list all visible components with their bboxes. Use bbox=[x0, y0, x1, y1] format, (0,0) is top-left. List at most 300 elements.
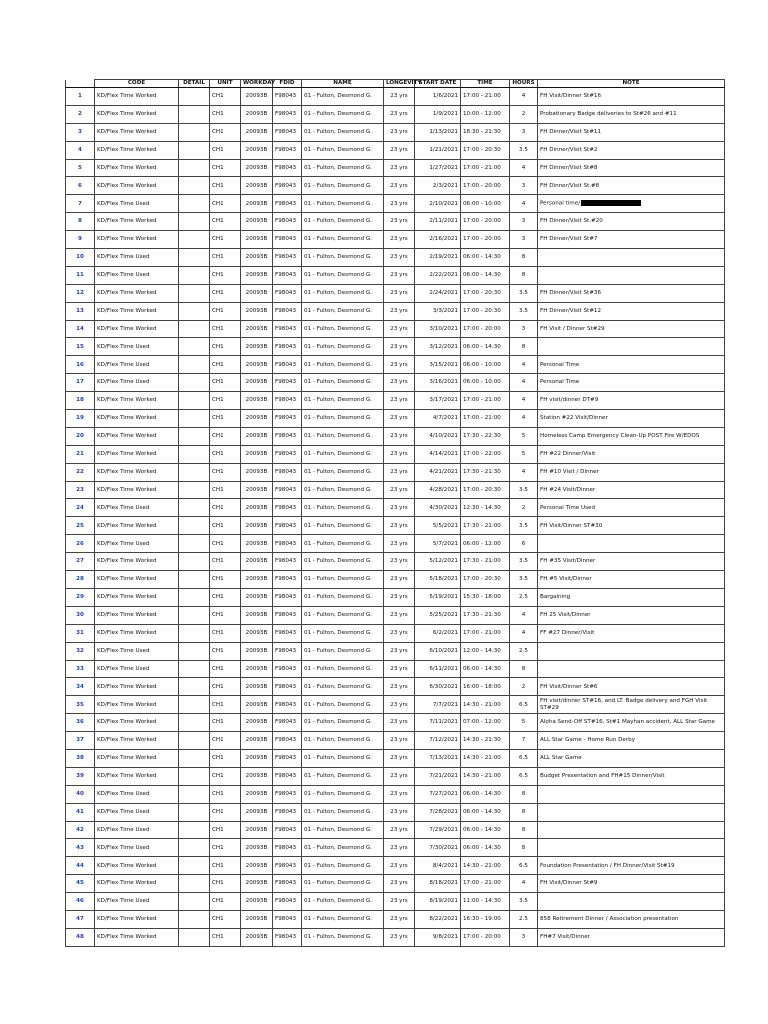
unit-cell: CH1 bbox=[210, 803, 241, 821]
time-cell: 17:00 - 20:30 bbox=[461, 284, 510, 302]
code-cell: KD/Flex Time Used bbox=[95, 642, 179, 660]
name-cell: 01 - Fulton, Desmond G. bbox=[302, 839, 384, 857]
fdid-cell: F98043 bbox=[273, 195, 302, 213]
longevity-cell: 23 yrs bbox=[384, 875, 415, 893]
fdid-cell: F98043 bbox=[273, 714, 302, 732]
name-cell: 01 - Fulton, Desmond G. bbox=[302, 732, 384, 750]
start-date-cell: 4/28/2021 bbox=[415, 481, 461, 499]
longevity-cell: 23 yrs bbox=[384, 660, 415, 678]
row-number-cell: 22 bbox=[66, 463, 95, 481]
detail-cell bbox=[179, 213, 210, 231]
table-row bbox=[66, 159, 725, 177]
fdid-cell: F98043 bbox=[273, 606, 302, 624]
note-cell: FH visit/dinner ST#16, and LT. Badge delivery and FGH Visit ST#29 bbox=[538, 696, 725, 714]
row-number-cell: 20 bbox=[66, 427, 95, 445]
code-cell: KD/Flex Time Worked bbox=[95, 732, 179, 750]
name-cell: 01 - Fulton, Desmond G. bbox=[302, 427, 384, 445]
table-row bbox=[66, 410, 725, 428]
workday-cell: 20093B bbox=[241, 571, 273, 589]
detail-cell bbox=[179, 481, 210, 499]
workday-cell: 20093B bbox=[241, 123, 273, 141]
code-header: CODE bbox=[95, 80, 179, 88]
unit-cell: CH1 bbox=[210, 732, 241, 750]
unit-cell: CH1 bbox=[210, 88, 241, 106]
hours-cell: 3.5 bbox=[510, 284, 538, 302]
hours-cell: 3 bbox=[510, 320, 538, 338]
time-cell: 16:00 - 18:00 bbox=[461, 678, 510, 696]
table-row bbox=[66, 445, 725, 463]
unit-cell: CH1 bbox=[210, 392, 241, 410]
workday-cell: 20093B bbox=[241, 356, 273, 374]
row-number-cell: 24 bbox=[66, 499, 95, 517]
name-cell: 01 - Fulton, Desmond G. bbox=[302, 88, 384, 106]
longevity-cell: 23 yrs bbox=[384, 606, 415, 624]
row-number-cell: 25 bbox=[66, 517, 95, 535]
detail-cell bbox=[179, 875, 210, 893]
longevity-cell: 23 yrs bbox=[384, 445, 415, 463]
row-number-cell: 34 bbox=[66, 678, 95, 696]
table-row bbox=[66, 427, 725, 445]
detail-cell bbox=[179, 714, 210, 732]
detail-cell bbox=[179, 266, 210, 284]
code-cell: KD/Flex Time Worked bbox=[95, 463, 179, 481]
longevity-cell: 23 yrs bbox=[384, 88, 415, 106]
detail-cell bbox=[179, 749, 210, 767]
hours-header: HOURS bbox=[510, 80, 538, 88]
name-cell: 01 - Fulton, Desmond G. bbox=[302, 749, 384, 767]
start-date-cell: 7/21/2021 bbox=[415, 767, 461, 785]
workday-cell: 20093B bbox=[241, 857, 273, 875]
row-number-cell: 19 bbox=[66, 410, 95, 428]
note-cell: Foundation Presentation / FH Dinner/Visit St#19 bbox=[538, 857, 725, 875]
row-number-cell: 18 bbox=[66, 392, 95, 410]
detail-cell bbox=[179, 159, 210, 177]
table-row bbox=[66, 284, 725, 302]
longevity-cell: 23 yrs bbox=[384, 159, 415, 177]
note-cell: FH #22 Dinner/Visit bbox=[538, 445, 725, 463]
row-number-cell: 12 bbox=[66, 284, 95, 302]
unit-cell: CH1 bbox=[210, 231, 241, 249]
row-number-cell: 29 bbox=[66, 588, 95, 606]
workday-cell: 20093B bbox=[241, 517, 273, 535]
code-cell: KD/Flex Time Worked bbox=[95, 875, 179, 893]
fdid-cell: F98043 bbox=[273, 374, 302, 392]
header-row bbox=[66, 80, 725, 88]
workday-cell: 20093B bbox=[241, 105, 273, 123]
hours-cell: 6.5 bbox=[510, 696, 538, 714]
fdid-cell: F98043 bbox=[273, 678, 302, 696]
fdid-cell: F98043 bbox=[273, 821, 302, 839]
fdid-cell: F98043 bbox=[273, 928, 302, 946]
code-cell: KD/Flex Time Worked bbox=[95, 910, 179, 928]
row-number-cell: 30 bbox=[66, 606, 95, 624]
detail-cell bbox=[179, 88, 210, 106]
note-cell: Budget Presentation and FH#15 Dinner/Visit bbox=[538, 767, 725, 785]
start-date-cell: 2/3/2021 bbox=[415, 177, 461, 195]
detail-cell bbox=[179, 177, 210, 195]
code-cell: KD/Flex Time Worked bbox=[95, 749, 179, 767]
workday-cell: 20093B bbox=[241, 338, 273, 356]
workday-cell: 20093B bbox=[241, 839, 273, 857]
code-cell: KD/Flex Time Worked bbox=[95, 105, 179, 123]
unit-cell: CH1 bbox=[210, 893, 241, 911]
hours-cell: 8 bbox=[510, 839, 538, 857]
longevity-cell: 23 yrs bbox=[384, 857, 415, 875]
row-number-cell: 27 bbox=[66, 553, 95, 571]
longevity-cell: 23 yrs bbox=[384, 302, 415, 320]
hours-cell: 6.5 bbox=[510, 767, 538, 785]
hours-cell: 2.5 bbox=[510, 910, 538, 928]
name-cell: 01 - Fulton, Desmond G. bbox=[302, 803, 384, 821]
hours-cell: 3.5 bbox=[510, 141, 538, 159]
time-cell: 11:00 - 14:30 bbox=[461, 893, 510, 911]
note-cell: FH Dinner/Visit St#36 bbox=[538, 284, 725, 302]
workday-cell: 20093B bbox=[241, 463, 273, 481]
name-cell: 01 - Fulton, Desmond G. bbox=[302, 588, 384, 606]
name-cell: 01 - Fulton, Desmond G. bbox=[302, 875, 384, 893]
detail-cell bbox=[179, 660, 210, 678]
fdid-cell: F98043 bbox=[273, 231, 302, 249]
note-cell: Bargaining bbox=[538, 588, 725, 606]
name-cell: 01 - Fulton, Desmond G. bbox=[302, 481, 384, 499]
longevity-cell: 23 yrs bbox=[384, 732, 415, 750]
fdid-cell: F98043 bbox=[273, 839, 302, 857]
workday-cell: 20093B bbox=[241, 821, 273, 839]
row-number-cell: 37 bbox=[66, 732, 95, 750]
time-cell: 17:00 - 20:30 bbox=[461, 141, 510, 159]
longevity-cell: 23 yrs bbox=[384, 785, 415, 803]
fdid-cell: F98043 bbox=[273, 302, 302, 320]
start-date-cell: 7/27/2021 bbox=[415, 785, 461, 803]
longevity-cell: 23 yrs bbox=[384, 678, 415, 696]
table-row bbox=[66, 678, 725, 696]
fdid-cell: F98043 bbox=[273, 696, 302, 714]
unit-cell: CH1 bbox=[210, 821, 241, 839]
detail-cell bbox=[179, 678, 210, 696]
longevity-cell: 23 yrs bbox=[384, 392, 415, 410]
code-cell: KD/Flex Time Worked bbox=[95, 517, 179, 535]
hours-cell: 3.5 bbox=[510, 517, 538, 535]
redaction-bar bbox=[581, 200, 641, 206]
hours-cell: 4 bbox=[510, 606, 538, 624]
longevity-cell: 23 yrs bbox=[384, 427, 415, 445]
start-date-cell: 3/15/2021 bbox=[415, 356, 461, 374]
note-cell bbox=[538, 266, 725, 284]
name-cell: 01 - Fulton, Desmond G. bbox=[302, 606, 384, 624]
workday-cell: 20093B bbox=[241, 284, 273, 302]
note-cell: 858 Retirement Dinner / Association presentation bbox=[538, 910, 725, 928]
row-number-cell: 31 bbox=[66, 624, 95, 642]
note-cell bbox=[538, 642, 725, 660]
unit-cell: CH1 bbox=[210, 857, 241, 875]
table-row bbox=[66, 624, 725, 642]
unit-cell: CH1 bbox=[210, 606, 241, 624]
time-cell: 17:00 - 20:00 bbox=[461, 231, 510, 249]
start-date-cell: 2/24/2021 bbox=[415, 284, 461, 302]
start-date-cell: 5/18/2021 bbox=[415, 571, 461, 589]
hours-cell: 2 bbox=[510, 105, 538, 123]
row-number-cell: 6 bbox=[66, 177, 95, 195]
note-cell: ALL Star Game - Home Run Derby bbox=[538, 732, 725, 750]
name-cell: 01 - Fulton, Desmond G. bbox=[302, 660, 384, 678]
note-cell: FH #35 Visit/Dinner bbox=[538, 553, 725, 571]
unit-cell: CH1 bbox=[210, 910, 241, 928]
workday-cell: 20093B bbox=[241, 266, 273, 284]
start-date-cell: 3/16/2021 bbox=[415, 374, 461, 392]
table-row bbox=[66, 266, 725, 284]
name-cell: 01 - Fulton, Desmond G. bbox=[302, 821, 384, 839]
workday-cell: 20093B bbox=[241, 642, 273, 660]
time-cell: 17:00 - 20:30 bbox=[461, 481, 510, 499]
row-number-cell: 5 bbox=[66, 159, 95, 177]
row-number-cell: 2 bbox=[66, 105, 95, 123]
start-date-cell: 1/6/2021 bbox=[415, 88, 461, 106]
note-cell: Personal Time bbox=[538, 356, 725, 374]
table-row bbox=[66, 839, 725, 857]
table-row bbox=[66, 517, 725, 535]
hours-cell: 4 bbox=[510, 159, 538, 177]
unit-cell: CH1 bbox=[210, 875, 241, 893]
row-number-cell: 23 bbox=[66, 481, 95, 499]
start-date-cell: 3/12/2021 bbox=[415, 338, 461, 356]
longevity-header: LONGEVITY bbox=[384, 80, 415, 88]
hours-cell: 3 bbox=[510, 231, 538, 249]
table-row bbox=[66, 749, 725, 767]
workday-cell: 20093B bbox=[241, 88, 273, 106]
start-date-cell: 8/4/2021 bbox=[415, 857, 461, 875]
longevity-cell: 23 yrs bbox=[384, 553, 415, 571]
code-cell: KD/Flex Time Worked bbox=[95, 427, 179, 445]
fdid-cell: F98043 bbox=[273, 732, 302, 750]
code-cell: KD/Flex Time Worked bbox=[95, 553, 179, 571]
row-number-cell: 38 bbox=[66, 749, 95, 767]
fdid-cell: F98043 bbox=[273, 249, 302, 267]
fdid-cell: F98043 bbox=[273, 553, 302, 571]
workday-cell: 20093B bbox=[241, 803, 273, 821]
start-date-cell: 5/25/2021 bbox=[415, 606, 461, 624]
workday-cell: 20093B bbox=[241, 606, 273, 624]
note-cell bbox=[538, 821, 725, 839]
workday-cell: 20093B bbox=[241, 320, 273, 338]
hours-cell: 5 bbox=[510, 427, 538, 445]
table-row bbox=[66, 588, 725, 606]
time-cell: 17:00 - 20:30 bbox=[461, 571, 510, 589]
code-cell: KD/Flex Time Worked bbox=[95, 88, 179, 106]
unit-cell: CH1 bbox=[210, 535, 241, 553]
time-cell: 17:00 - 20:00 bbox=[461, 320, 510, 338]
note-cell bbox=[538, 785, 725, 803]
workday-cell: 20093B bbox=[241, 141, 273, 159]
name-cell: 01 - Fulton, Desmond G. bbox=[302, 159, 384, 177]
code-cell: KD/Flex Time Worked bbox=[95, 302, 179, 320]
workday-cell: 20093B bbox=[241, 767, 273, 785]
unit-cell: CH1 bbox=[210, 374, 241, 392]
note-cell bbox=[538, 195, 725, 213]
code-cell: KD/Flex Time Used bbox=[95, 893, 179, 911]
code-cell: KD/Flex Time Used bbox=[95, 195, 179, 213]
unit-cell: CH1 bbox=[210, 463, 241, 481]
code-cell: KD/Flex Time Worked bbox=[95, 123, 179, 141]
start-date-cell: 3/10/2021 bbox=[415, 320, 461, 338]
row-number-cell: 26 bbox=[66, 535, 95, 553]
start-date-cell: 6/30/2021 bbox=[415, 678, 461, 696]
longevity-cell: 23 yrs bbox=[384, 266, 415, 284]
code-cell: KD/Flex Time Worked bbox=[95, 714, 179, 732]
name-header: NAME bbox=[302, 80, 384, 88]
note-cell bbox=[538, 535, 725, 553]
name-cell: 01 - Fulton, Desmond G. bbox=[302, 141, 384, 159]
note-cell: FH Visit/Dinner St#16 bbox=[538, 88, 725, 106]
code-cell: KD/Flex Time Used bbox=[95, 249, 179, 267]
code-cell: KD/Flex Time Worked bbox=[95, 624, 179, 642]
hours-cell: 4 bbox=[510, 392, 538, 410]
time-cell: 17:30 - 21:00 bbox=[461, 517, 510, 535]
note-cell: FH #5 Visit/Dinner bbox=[538, 571, 725, 589]
table-row bbox=[66, 320, 725, 338]
detail-cell bbox=[179, 857, 210, 875]
row-number-cell: 41 bbox=[66, 803, 95, 821]
workday-cell: 20093B bbox=[241, 588, 273, 606]
code-cell: KD/Flex Time Used bbox=[95, 338, 179, 356]
detail-cell bbox=[179, 374, 210, 392]
note-cell: Homeless Camp Emergency Clean-Up POST Fire W/EDOS bbox=[538, 427, 725, 445]
longevity-cell: 23 yrs bbox=[384, 910, 415, 928]
unit-cell: CH1 bbox=[210, 195, 241, 213]
row-number-cell: 42 bbox=[66, 821, 95, 839]
unit-cell: CH1 bbox=[210, 660, 241, 678]
table-row bbox=[66, 606, 725, 624]
unit-cell: CH1 bbox=[210, 284, 241, 302]
hours-cell: 4 bbox=[510, 374, 538, 392]
row-number-cell: 1 bbox=[66, 88, 95, 106]
table-row bbox=[66, 249, 725, 267]
unit-cell: CH1 bbox=[210, 445, 241, 463]
hours-cell: 3 bbox=[510, 123, 538, 141]
workday-cell: 20093B bbox=[241, 714, 273, 732]
time-cell: 17:30 - 22:30 bbox=[461, 427, 510, 445]
hours-cell: 5 bbox=[510, 445, 538, 463]
note-cell bbox=[538, 893, 725, 911]
code-cell: KD/Flex Time Used bbox=[95, 821, 179, 839]
name-cell: 01 - Fulton, Desmond G. bbox=[302, 302, 384, 320]
workday-cell: 20093B bbox=[241, 177, 273, 195]
code-cell: KD/Flex Time Worked bbox=[95, 857, 179, 875]
name-cell: 01 - Fulton, Desmond G. bbox=[302, 284, 384, 302]
detail-header: DETAIL bbox=[179, 80, 210, 88]
name-cell: 01 - Fulton, Desmond G. bbox=[302, 338, 384, 356]
table-row bbox=[66, 696, 725, 714]
time-cell: 17:00 - 20:00 bbox=[461, 177, 510, 195]
longevity-cell: 23 yrs bbox=[384, 893, 415, 911]
longevity-cell: 23 yrs bbox=[384, 231, 415, 249]
fdid-cell: F98043 bbox=[273, 177, 302, 195]
longevity-cell: 23 yrs bbox=[384, 320, 415, 338]
hours-cell: 3.5 bbox=[510, 893, 538, 911]
code-cell: KD/Flex Time Worked bbox=[95, 159, 179, 177]
hours-cell: 2.5 bbox=[510, 642, 538, 660]
longevity-cell: 23 yrs bbox=[384, 624, 415, 642]
name-cell: 01 - Fulton, Desmond G. bbox=[302, 177, 384, 195]
table-row bbox=[66, 463, 725, 481]
hours-cell: 8 bbox=[510, 660, 538, 678]
time-cell: 06:00 - 14:30 bbox=[461, 785, 510, 803]
table-row bbox=[66, 141, 725, 159]
start-date-cell: 8/22/2021 bbox=[415, 910, 461, 928]
hours-cell: 6 bbox=[510, 535, 538, 553]
workday-cell: 20093B bbox=[241, 427, 273, 445]
hours-cell: 2 bbox=[510, 678, 538, 696]
code-cell: KD/Flex Time Worked bbox=[95, 213, 179, 231]
fdid-cell: F98043 bbox=[273, 910, 302, 928]
time-cell: 16:30 - 19:00 bbox=[461, 910, 510, 928]
longevity-cell: 23 yrs bbox=[384, 749, 415, 767]
unit-cell: CH1 bbox=[210, 839, 241, 857]
unit-cell: CH1 bbox=[210, 678, 241, 696]
longevity-cell: 23 yrs bbox=[384, 123, 415, 141]
hours-cell: 8 bbox=[510, 785, 538, 803]
table-row bbox=[66, 177, 725, 195]
unit-cell: CH1 bbox=[210, 714, 241, 732]
note-header: NOTE bbox=[538, 80, 725, 88]
row-number-cell: 16 bbox=[66, 356, 95, 374]
detail-cell bbox=[179, 821, 210, 839]
table-row bbox=[66, 499, 725, 517]
name-cell: 01 - Fulton, Desmond G. bbox=[302, 517, 384, 535]
name-cell: 01 - Fulton, Desmond G. bbox=[302, 320, 384, 338]
time-cell: 06:00 - 10:00 bbox=[461, 356, 510, 374]
unit-cell: CH1 bbox=[210, 481, 241, 499]
detail-cell bbox=[179, 928, 210, 946]
row-number-cell: 4 bbox=[66, 141, 95, 159]
code-cell: KD/Flex Time Worked bbox=[95, 392, 179, 410]
table-row bbox=[66, 821, 725, 839]
fdid-cell: F98043 bbox=[273, 266, 302, 284]
table-row bbox=[66, 213, 725, 231]
start-date-cell: 2/16/2021 bbox=[415, 231, 461, 249]
start-date-cell: 5/5/2021 bbox=[415, 517, 461, 535]
start-date-cell: 4/14/2021 bbox=[415, 445, 461, 463]
longevity-cell: 23 yrs bbox=[384, 517, 415, 535]
hours-cell: 4 bbox=[510, 195, 538, 213]
detail-cell bbox=[179, 410, 210, 428]
code-cell: KD/Flex Time Worked bbox=[95, 588, 179, 606]
time-cell: 06:00 - 14:30 bbox=[461, 338, 510, 356]
time-cell: 06:00 - 14:30 bbox=[461, 266, 510, 284]
hours-cell: 4 bbox=[510, 875, 538, 893]
detail-cell bbox=[179, 195, 210, 213]
fdid-cell: F98043 bbox=[273, 213, 302, 231]
unit-cell: CH1 bbox=[210, 338, 241, 356]
name-cell: 01 - Fulton, Desmond G. bbox=[302, 714, 384, 732]
fdid-cell: F98043 bbox=[273, 338, 302, 356]
time-cell: 06:00 - 14:30 bbox=[461, 803, 510, 821]
fdid-cell: F98043 bbox=[273, 284, 302, 302]
time-cell: 06:00 - 10:00 bbox=[461, 374, 510, 392]
row-number-cell: 3 bbox=[66, 123, 95, 141]
row-number-cell: 35 bbox=[66, 696, 95, 714]
workday-cell: 20093B bbox=[241, 410, 273, 428]
hours-cell: 4 bbox=[510, 356, 538, 374]
longevity-cell: 23 yrs bbox=[384, 463, 415, 481]
start-date-cell: 2/19/2021 bbox=[415, 249, 461, 267]
hours-cell: 2.5 bbox=[510, 588, 538, 606]
start-date-cell: 7/13/2021 bbox=[415, 749, 461, 767]
hours-cell: 4 bbox=[510, 88, 538, 106]
note-cell bbox=[538, 839, 725, 857]
fdid-cell: F98043 bbox=[273, 499, 302, 517]
detail-cell bbox=[179, 249, 210, 267]
time-cell: 07:00 - 12:00 bbox=[461, 714, 510, 732]
